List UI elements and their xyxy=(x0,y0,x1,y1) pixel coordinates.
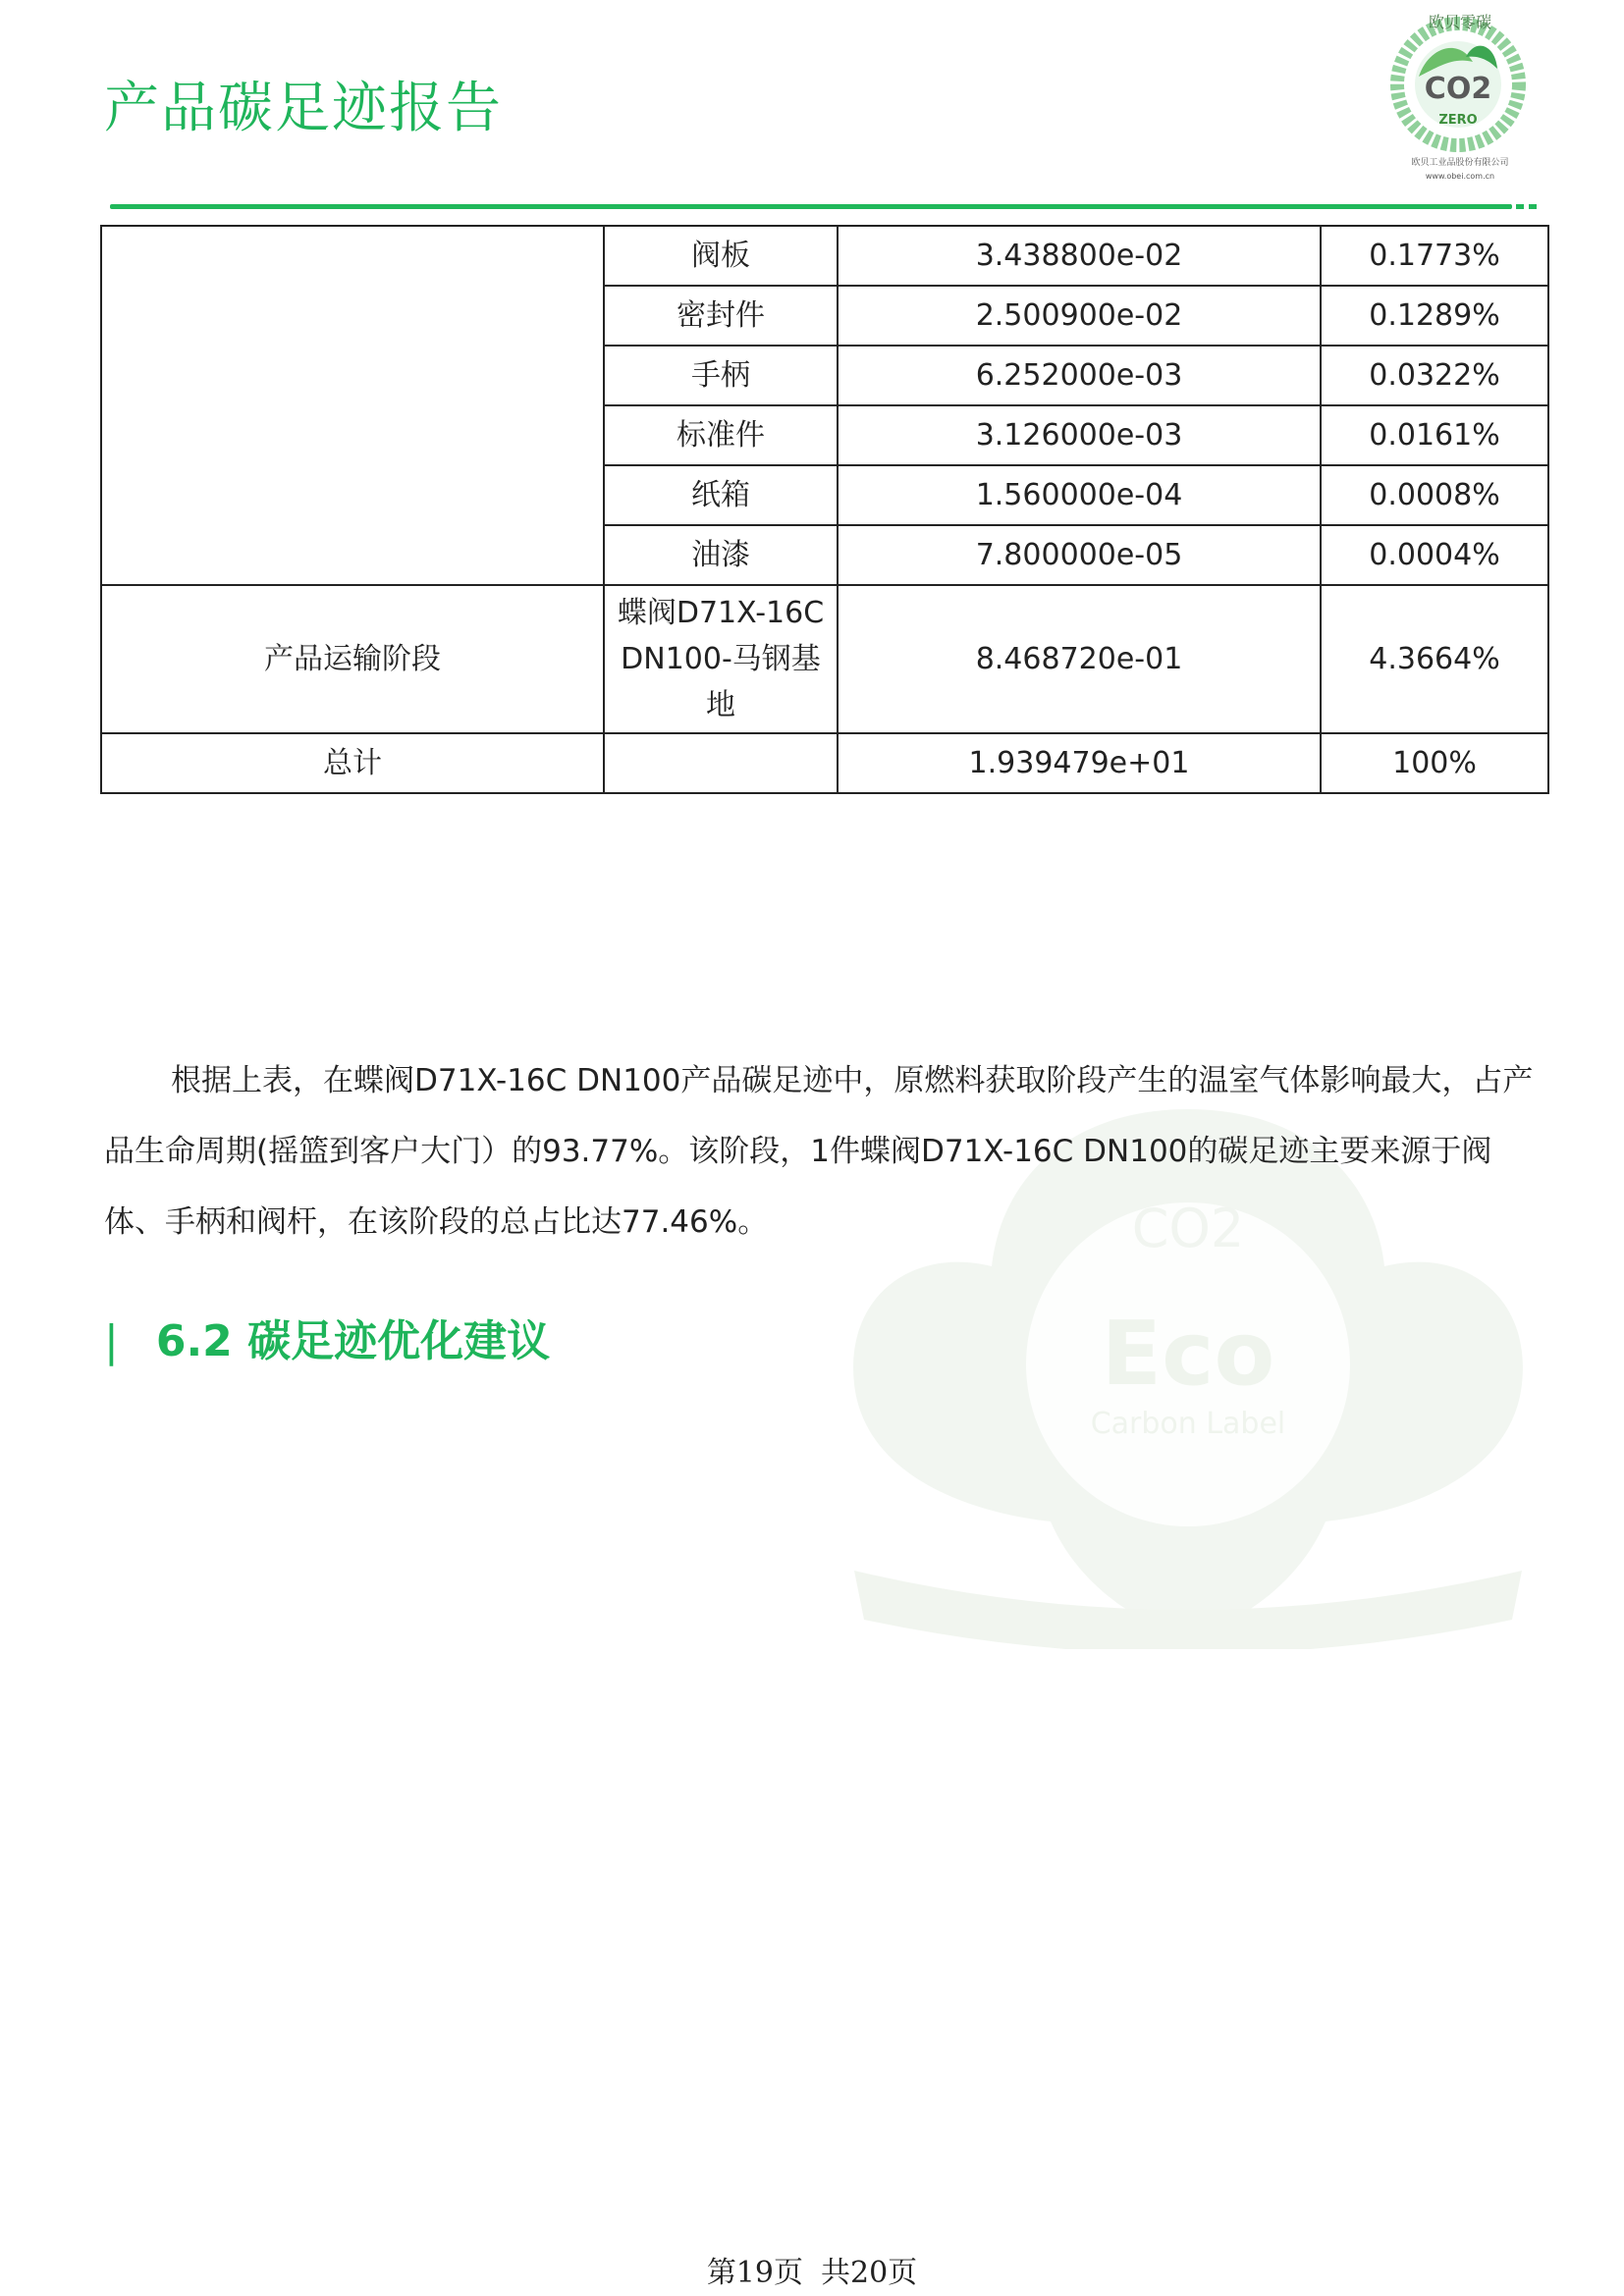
watermark-co2: CO2 xyxy=(1131,1198,1245,1259)
percent-cell: 0.0322% xyxy=(1321,346,1548,405)
percent-cell: 0.0161% xyxy=(1321,405,1548,465)
logo-company-text: 欧贝工业品股份有限公司 xyxy=(1411,158,1509,168)
item-cell: 油漆 xyxy=(604,525,838,585)
item-cell: 标准件 xyxy=(604,405,838,465)
page-footer xyxy=(0,2248,1624,2291)
value-cell: 8.468720e-01 xyxy=(838,585,1321,733)
watermark-eco: Eco xyxy=(1101,1303,1275,1406)
value-cell: 1.939479e+01 xyxy=(838,733,1321,793)
value-cell: 6.252000e-03 xyxy=(838,346,1321,405)
company-logo xyxy=(1350,8,1561,185)
value-cell: 1.560000e-04 xyxy=(838,465,1321,525)
analysis-paragraph: 根据上表，在蝶阀D71X-16C DN100产品碳足迹中，原燃料获取阶段产生的温室气体影响最大，占产品生命周期(摇篮到客户大门）的93.77%。该阶段，1件蝶阀D71X-16C DN100的碳足迹主要来源于阀体、手柄和阀杆，在该阶段的总占比达77.46%。 xyxy=(104,1063,1534,1240)
item-cell: 阀板 xyxy=(604,226,838,286)
section-heading xyxy=(104,1306,550,1368)
percent-cell: 100% xyxy=(1321,733,1548,793)
value-cell: 3.438800e-02 xyxy=(838,226,1321,286)
stage-cell: 产品运输阶段 xyxy=(101,585,604,733)
section-heading-text: 6.2 碳足迹优化建议 xyxy=(155,1316,551,1366)
percent-cell: 0.0008% xyxy=(1321,465,1548,525)
table-row xyxy=(101,226,1548,286)
section-heading-bar: | xyxy=(104,1316,119,1366)
logo-zero-text: ZERO xyxy=(1438,113,1478,128)
stage-cell: 总计 xyxy=(101,733,604,793)
watermark-carbon-label: Carbon Label xyxy=(1090,1407,1286,1441)
page-title: 产品碳足迹报告 xyxy=(104,77,503,140)
page-number: 第19页 xyxy=(706,2256,803,2290)
item-cell: 手柄 xyxy=(604,346,838,405)
table-row-total xyxy=(101,733,1548,793)
value-cell: 3.126000e-03 xyxy=(838,405,1321,465)
percent-cell: 0.1773% xyxy=(1321,226,1548,286)
header-divider xyxy=(110,204,1512,209)
percent-cell: 4.3664% xyxy=(1321,585,1548,733)
carbon-footprint-table xyxy=(100,225,1549,794)
logo-brand-text: 欧贝零碳 xyxy=(1428,13,1492,31)
item-cell xyxy=(604,733,838,793)
table-row xyxy=(101,585,1548,733)
value-cell: 2.500900e-02 xyxy=(838,286,1321,346)
logo-url-text: www.obei.com.cn xyxy=(1425,172,1495,181)
header-divider-dots xyxy=(1478,204,1537,209)
percent-cell: 0.0004% xyxy=(1321,525,1548,585)
stage-cell xyxy=(101,226,604,585)
item-cell: 纸箱 xyxy=(604,465,838,525)
percent-cell: 0.1289% xyxy=(1321,286,1548,346)
item-cell: 蝶阀D71X-16C DN100-马钢基地 xyxy=(604,585,838,733)
value-cell: 7.800000e-05 xyxy=(838,525,1321,585)
page-total: 共20页 xyxy=(821,2256,918,2290)
item-cell: 密封件 xyxy=(604,286,838,346)
logo-co2-text: CO2 xyxy=(1424,72,1492,106)
